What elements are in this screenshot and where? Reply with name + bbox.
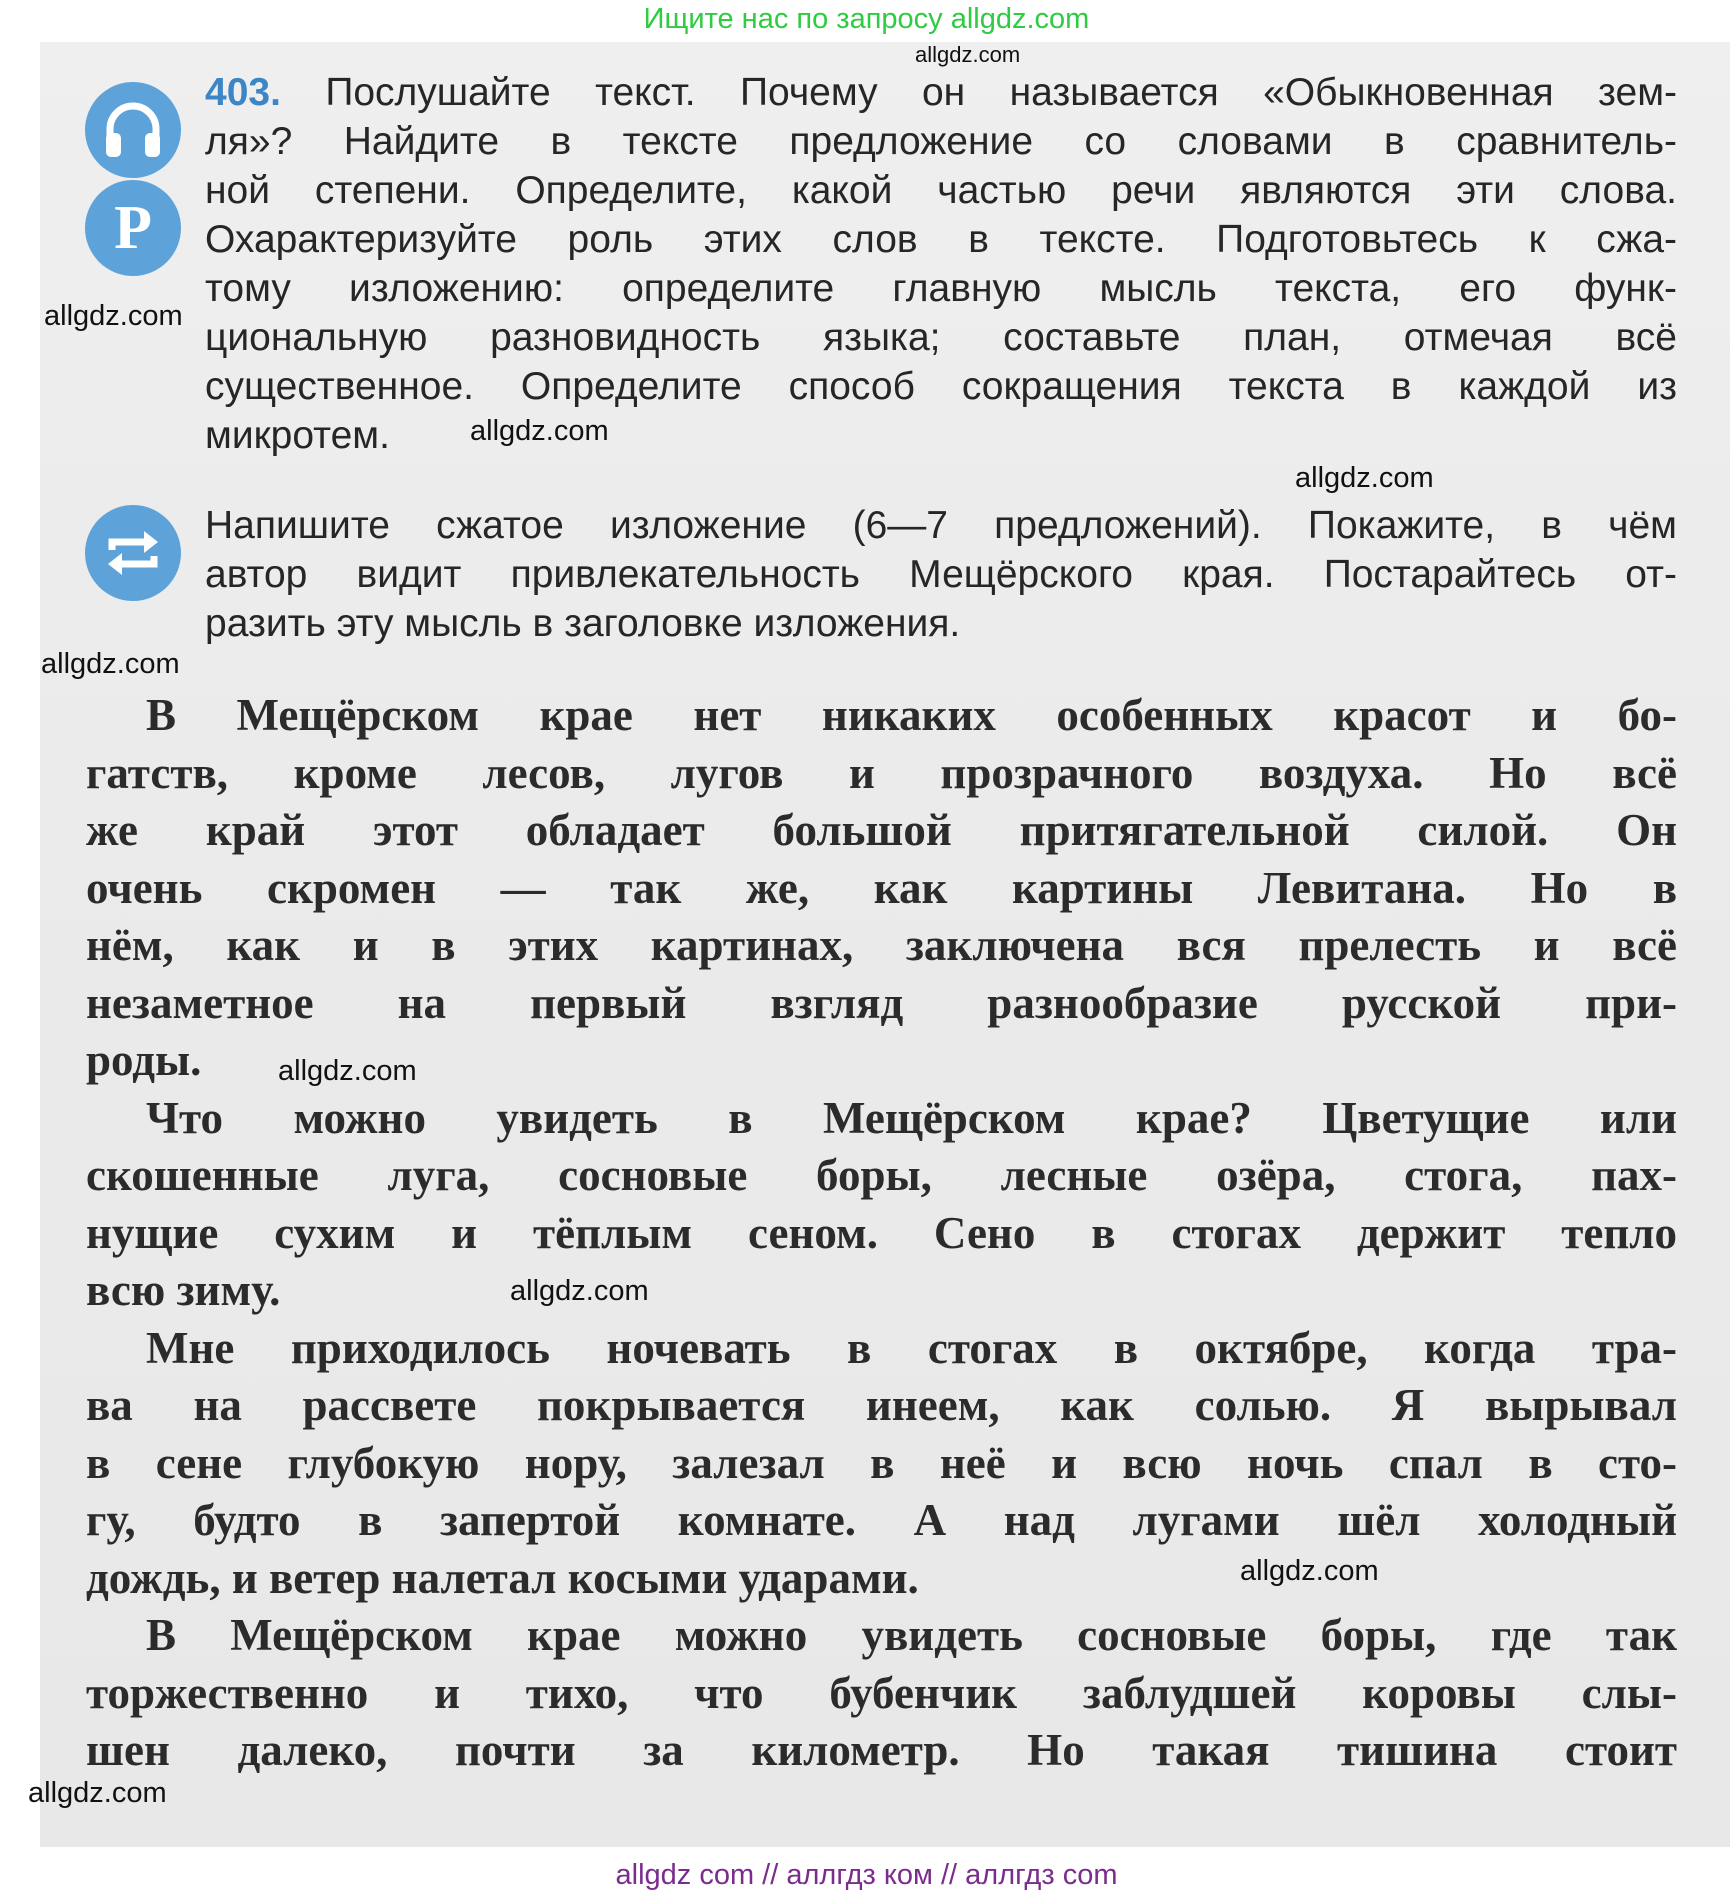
text-line: шен далеко, почти за километр. Но такая тишина стоит	[86, 1725, 1677, 1775]
task-line: 403. Послушайте текст. Почему он называется «Обыкновенная зем-	[205, 71, 1677, 114]
task-403	[205, 68, 1677, 460]
task-line: микротем.	[205, 414, 390, 457]
text-line: В Мещёрском крае можно увидеть сосновые боры, где так	[146, 1610, 1677, 1660]
text-line: Мне приходилось ночевать в стогах в октябре, когда тра-	[146, 1322, 1677, 1373]
text-line: Что можно увидеть в Мещёрском крае? Цветущие или	[146, 1092, 1677, 1143]
text-line: в сене глубокую нору, залезал в неё и всю ночь спал в сто-	[86, 1437, 1677, 1488]
text-line: гатств, кроме лесов, лугов и прозрачного воздуха. Но всё	[86, 747, 1677, 798]
watermark: allgdz.com	[41, 648, 180, 680]
text-line: же край этот обладает большой притягательной силой. Он	[86, 805, 1677, 855]
watermark: allgdz.com	[44, 300, 183, 332]
text-line: гу, будто в запертой комнате. А над лугами шёл холодный	[86, 1495, 1677, 1545]
watermark: allgdz.com	[470, 415, 609, 447]
text-line: очень скромен — так же, как картины Левитана. Но в	[86, 862, 1677, 913]
watermark: allgdz.com	[510, 1275, 649, 1307]
watermark: allgdz.com	[278, 1055, 417, 1087]
task-line: циональную разновидность языка; составьте план, отмечая всё	[205, 316, 1677, 359]
text-line: В Мещёрском крае нет никаких особенных красот и бо-	[146, 690, 1677, 740]
text-line: нущие сухим и тёплым сеном. Сено в стогах держит тепло	[86, 1207, 1677, 1258]
main-text	[86, 687, 1677, 1780]
watermark: allgdz.com	[28, 1777, 167, 1809]
task-line: ной степени. Определите, какой частью речи являются эти слова.	[205, 169, 1677, 212]
watermark: allgdz.com	[1295, 462, 1434, 494]
task-line: Охарактеризуйте роль этих слов в тексте. Подготовьтесь к сжа-	[205, 218, 1677, 261]
r-letter: Р	[114, 194, 152, 262]
text-line: всю зиму.	[86, 1265, 281, 1315]
watermark: allgdz.com	[915, 42, 1021, 67]
task-line: ля»? Найдите в тексте предложение со словами в сравнитель-	[205, 120, 1677, 163]
repeat-icon	[85, 505, 181, 601]
top-banner[interactable]: Ищите нас по запросу allgdz.com	[643, 3, 1090, 35]
text-line: нём, как и в этих картинах, заключена вся прелесть и всё	[86, 920, 1677, 970]
text-line: ва на рассвете покрывается инеем, как солью. Я вырывал	[86, 1380, 1677, 1430]
task2-line: Напишите сжатое изложение (6—7 предложений). Покажите, в чём	[205, 504, 1677, 547]
task-line: существенное. Определите способ сокращения текста в каждой из	[205, 365, 1677, 408]
watermark: allgdz.com	[1240, 1555, 1379, 1587]
task2-line: автор видит привлекательность Мещёрского края. Постарайтесь от-	[205, 553, 1677, 596]
task-line: тому изложению: определите главную мысль текста, его функ-	[205, 267, 1677, 310]
text-line: дождь, и ветер налетал косыми ударами.	[86, 1552, 919, 1603]
task2-line: разить эту мысль в заголовке изложения.	[205, 602, 961, 645]
bottom-banner[interactable]: allgdz com // аллгдз ком // аллгдз com	[615, 1859, 1118, 1891]
text-line: роды.	[86, 1035, 202, 1085]
task-compressed-summary	[205, 501, 1677, 648]
task-number: 403.	[205, 71, 281, 114]
text-line: незаметное на первый взгляд разнообразие русской при-	[86, 977, 1677, 1028]
text-line: скошенные луга, сосновые боры, лесные озёра, стога, пах-	[86, 1150, 1677, 1200]
headphones-icon	[85, 82, 181, 178]
text-line: торжественно и тихо, что бубенчик заблудшей коровы слы-	[86, 1667, 1677, 1718]
r-letter-icon	[85, 180, 181, 276]
